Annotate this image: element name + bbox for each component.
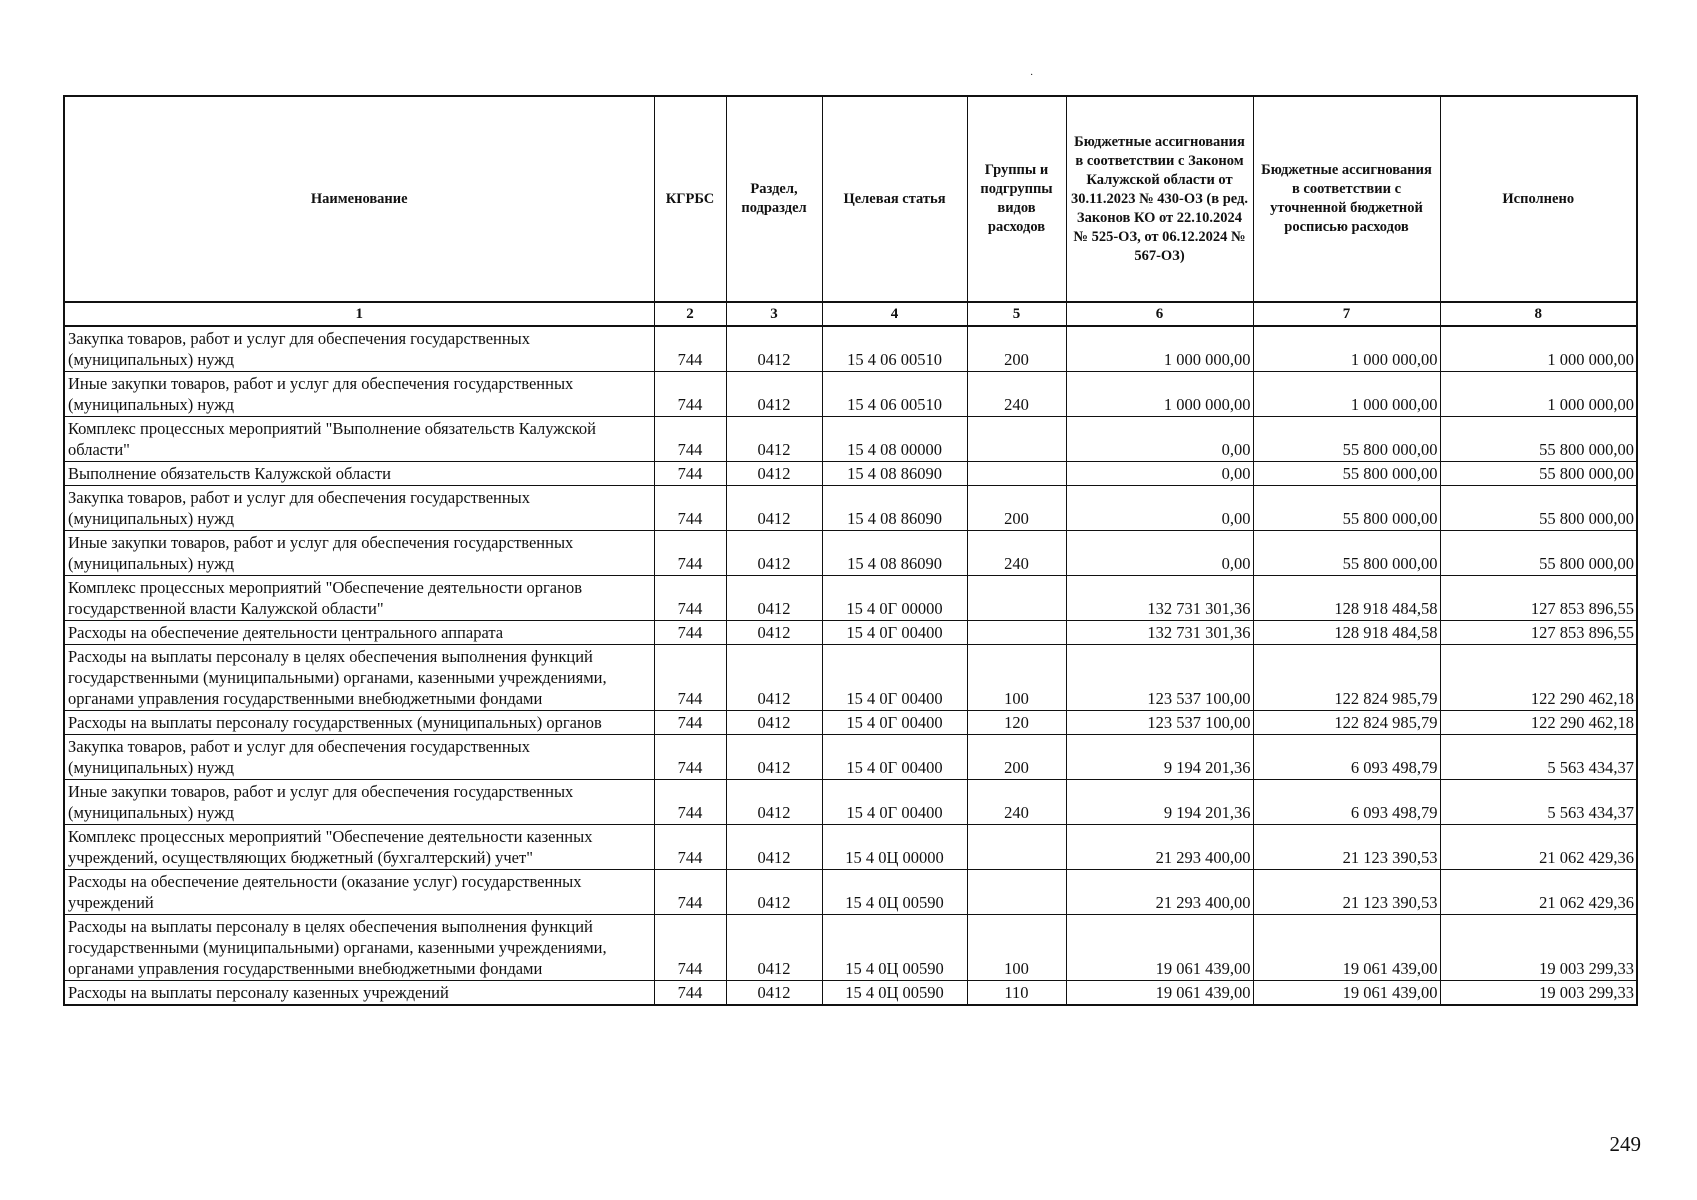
row-expense-group [967,576,1066,621]
row-refined-amount: 128 918 484,58 [1253,621,1440,645]
row-kgrbs: 744 [654,825,726,870]
header-expense-groups: Группы и подгруппы видов расходов [967,96,1066,302]
table-row [64,981,1637,1006]
row-kgrbs: 744 [654,462,726,486]
row-name: Расходы на выплаты персоналу в целях обеспечения выполнения функций государственными (муниципальными) органами, казенными учреждениями, органами управления государственными внебюджетными фондами [64,915,654,981]
page-number: 249 [1609,1132,1641,1156]
scan-dot: · [1030,70,1034,81]
table-row [64,372,1637,417]
row-refined-amount: 6 093 498,79 [1253,735,1440,780]
budget-table [63,95,1638,1006]
budget-table-sheet [63,95,1636,1006]
row-kgrbs: 744 [654,915,726,981]
row-law-amount: 0,00 [1066,531,1253,576]
row-executed-amount: 21 062 429,36 [1440,825,1637,870]
column-number: 2 [654,302,726,326]
row-target-article: 15 4 08 86090 [822,486,967,531]
table-row [64,825,1637,870]
row-name: Иные закупки товаров, работ и услуг для обеспечения государственных (муниципальных) нужд [64,780,654,825]
row-razdel: 0412 [726,711,822,735]
table-row [64,735,1637,780]
row-kgrbs: 744 [654,645,726,711]
table-row [64,462,1637,486]
row-kgrbs: 744 [654,326,726,372]
row-kgrbs: 744 [654,531,726,576]
row-razdel: 0412 [726,576,822,621]
table-row [64,915,1637,981]
row-razdel: 0412 [726,372,822,417]
row-refined-amount: 21 123 390,53 [1253,825,1440,870]
row-law-amount: 123 537 100,00 [1066,645,1253,711]
column-number: 4 [822,302,967,326]
row-name: Иные закупки товаров, работ и услуг для обеспечения государственных (муниципальных) нужд [64,372,654,417]
row-law-amount: 19 061 439,00 [1066,915,1253,981]
row-expense-group: 200 [967,326,1066,372]
row-executed-amount: 127 853 896,55 [1440,621,1637,645]
row-name: Иные закупки товаров, работ и услуг для обеспечения государственных (муниципальных) нужд [64,531,654,576]
row-law-amount: 1 000 000,00 [1066,326,1253,372]
row-refined-amount: 21 123 390,53 [1253,870,1440,915]
row-name: Закупка товаров, работ и услуг для обеспечения государственных (муниципальных) нужд [64,735,654,780]
row-expense-group: 240 [967,531,1066,576]
row-target-article: 15 4 0Г 00400 [822,711,967,735]
row-target-article: 15 4 0Г 00000 [822,576,967,621]
table-row [64,326,1637,372]
row-kgrbs: 744 [654,981,726,1006]
header-target-article: Целевая статья [822,96,967,302]
row-razdel: 0412 [726,621,822,645]
table-row [64,621,1637,645]
column-number: 7 [1253,302,1440,326]
header-razdel: Раздел, подраздел [726,96,822,302]
row-kgrbs: 744 [654,486,726,531]
row-refined-amount: 19 061 439,00 [1253,915,1440,981]
column-number-row [64,302,1637,326]
row-executed-amount: 55 800 000,00 [1440,417,1637,462]
row-kgrbs: 744 [654,621,726,645]
row-razdel: 0412 [726,870,822,915]
row-refined-amount: 128 918 484,58 [1253,576,1440,621]
table-row [64,486,1637,531]
row-target-article: 15 4 08 86090 [822,531,967,576]
row-law-amount: 9 194 201,36 [1066,780,1253,825]
row-executed-amount: 19 003 299,33 [1440,915,1637,981]
row-expense-group: 240 [967,780,1066,825]
row-razdel: 0412 [726,825,822,870]
row-name: Закупка товаров, работ и услуг для обеспечения государственных (муниципальных) нужд [64,486,654,531]
header-name: Наименование [64,96,654,302]
header-kgrbs: КГРБС [654,96,726,302]
row-name: Комплекс процессных мероприятий "Обеспечение деятельности казенных учреждений, осуществляющих бюджетный (бухгалтерский) учет" [64,825,654,870]
row-target-article: 15 4 0Г 00400 [822,735,967,780]
row-refined-amount: 55 800 000,00 [1253,531,1440,576]
row-refined-amount: 19 061 439,00 [1253,981,1440,1006]
table-row [64,576,1637,621]
row-executed-amount: 5 563 434,37 [1440,780,1637,825]
row-refined-amount: 55 800 000,00 [1253,417,1440,462]
row-kgrbs: 744 [654,372,726,417]
row-target-article: 15 4 0Ц 00590 [822,981,967,1006]
row-law-amount: 21 293 400,00 [1066,825,1253,870]
row-expense-group [967,825,1066,870]
row-refined-amount: 55 800 000,00 [1253,462,1440,486]
row-refined-amount: 1 000 000,00 [1253,372,1440,417]
column-number: 6 [1066,302,1253,326]
row-name: Комплекс процессных мероприятий "Выполнение обязательств Калужской области" [64,417,654,462]
table-row [64,711,1637,735]
row-razdel: 0412 [726,326,822,372]
row-executed-amount: 55 800 000,00 [1440,531,1637,576]
row-kgrbs: 744 [654,780,726,825]
row-razdel: 0412 [726,462,822,486]
row-refined-amount: 6 093 498,79 [1253,780,1440,825]
row-target-article: 15 4 0Ц 00590 [822,915,967,981]
row-expense-group [967,621,1066,645]
table-row [64,531,1637,576]
row-expense-group [967,417,1066,462]
row-law-amount: 9 194 201,36 [1066,735,1253,780]
row-target-article: 15 4 08 00000 [822,417,967,462]
row-executed-amount: 127 853 896,55 [1440,576,1637,621]
row-razdel: 0412 [726,780,822,825]
row-razdel: 0412 [726,486,822,531]
row-target-article: 15 4 06 00510 [822,372,967,417]
row-name: Выполнение обязательств Калужской области [64,462,654,486]
row-razdel: 0412 [726,735,822,780]
row-refined-amount: 55 800 000,00 [1253,486,1440,531]
table-row [64,645,1637,711]
row-law-amount: 0,00 [1066,486,1253,531]
table-header [64,96,1637,326]
row-executed-amount: 1 000 000,00 [1440,372,1637,417]
column-number: 3 [726,302,822,326]
row-name: Комплекс процессных мероприятий "Обеспечение деятельности органов государственной власти Калужской области" [64,576,654,621]
row-razdel: 0412 [726,981,822,1006]
row-expense-group: 200 [967,735,1066,780]
row-razdel: 0412 [726,645,822,711]
row-executed-amount: 5 563 434,37 [1440,735,1637,780]
row-refined-amount: 122 824 985,79 [1253,711,1440,735]
row-expense-group: 240 [967,372,1066,417]
header-law-assignments: Бюджетные ассигнования в соответствии с Законом Калужской области от 30.11.2023 № 430-ОЗ (в ред. Законов КО от 22.10.2024 № 525-ОЗ, от 06.12.2024 № 567-ОЗ) [1066,96,1253,302]
row-expense-group: 200 [967,486,1066,531]
row-executed-amount: 55 800 000,00 [1440,486,1637,531]
row-name: Расходы на выплаты персоналу казенных учреждений [64,981,654,1006]
row-expense-group: 120 [967,711,1066,735]
row-executed-amount: 1 000 000,00 [1440,326,1637,372]
row-expense-group: 100 [967,645,1066,711]
column-number: 1 [64,302,654,326]
row-razdel: 0412 [726,531,822,576]
row-executed-amount: 55 800 000,00 [1440,462,1637,486]
row-law-amount: 1 000 000,00 [1066,372,1253,417]
row-expense-group: 110 [967,981,1066,1006]
table-row [64,417,1637,462]
header-row [64,96,1637,302]
table-body [64,326,1637,1005]
row-name: Расходы на обеспечение деятельности (оказание услуг) государственных учреждений [64,870,654,915]
row-law-amount: 132 731 301,36 [1066,621,1253,645]
row-target-article: 15 4 0Г 00400 [822,645,967,711]
column-number: 5 [967,302,1066,326]
row-kgrbs: 744 [654,576,726,621]
table-row [64,780,1637,825]
row-target-article: 15 4 0Ц 00590 [822,870,967,915]
row-target-article: 15 4 0Г 00400 [822,780,967,825]
row-expense-group [967,462,1066,486]
row-expense-group: 100 [967,915,1066,981]
row-kgrbs: 744 [654,417,726,462]
row-kgrbs: 744 [654,711,726,735]
row-name: Расходы на выплаты персоналу в целях обеспечения выполнения функций государственными (муниципальными) органами, казенными учреждениями, органами управления государственными внебюджетными фондами [64,645,654,711]
row-name: Закупка товаров, работ и услуг для обеспечения государственных (муниципальных) нужд [64,326,654,372]
row-target-article: 15 4 0Ц 00000 [822,825,967,870]
header-executed: Исполнено [1440,96,1637,302]
row-law-amount: 0,00 [1066,417,1253,462]
row-name: Расходы на выплаты персоналу государственных (муниципальных) органов [64,711,654,735]
row-kgrbs: 744 [654,735,726,780]
row-target-article: 15 4 06 00510 [822,326,967,372]
table-row [64,870,1637,915]
row-razdel: 0412 [726,417,822,462]
row-law-amount: 21 293 400,00 [1066,870,1253,915]
row-target-article: 15 4 08 86090 [822,462,967,486]
row-executed-amount: 19 003 299,33 [1440,981,1637,1006]
row-expense-group [967,870,1066,915]
row-executed-amount: 21 062 429,36 [1440,870,1637,915]
row-law-amount: 132 731 301,36 [1066,576,1253,621]
row-kgrbs: 744 [654,870,726,915]
row-executed-amount: 122 290 462,18 [1440,645,1637,711]
row-razdel: 0412 [726,915,822,981]
column-number: 8 [1440,302,1637,326]
row-law-amount: 123 537 100,00 [1066,711,1253,735]
row-law-amount: 0,00 [1066,462,1253,486]
row-refined-amount: 122 824 985,79 [1253,645,1440,711]
header-refined-assignments: Бюджетные ассигнования в соответствии с уточненной бюджетной росписью расходов [1253,96,1440,302]
row-name: Расходы на обеспечение деятельности центрального аппарата [64,621,654,645]
row-target-article: 15 4 0Г 00400 [822,621,967,645]
row-law-amount: 19 061 439,00 [1066,981,1253,1006]
row-executed-amount: 122 290 462,18 [1440,711,1637,735]
row-refined-amount: 1 000 000,00 [1253,326,1440,372]
